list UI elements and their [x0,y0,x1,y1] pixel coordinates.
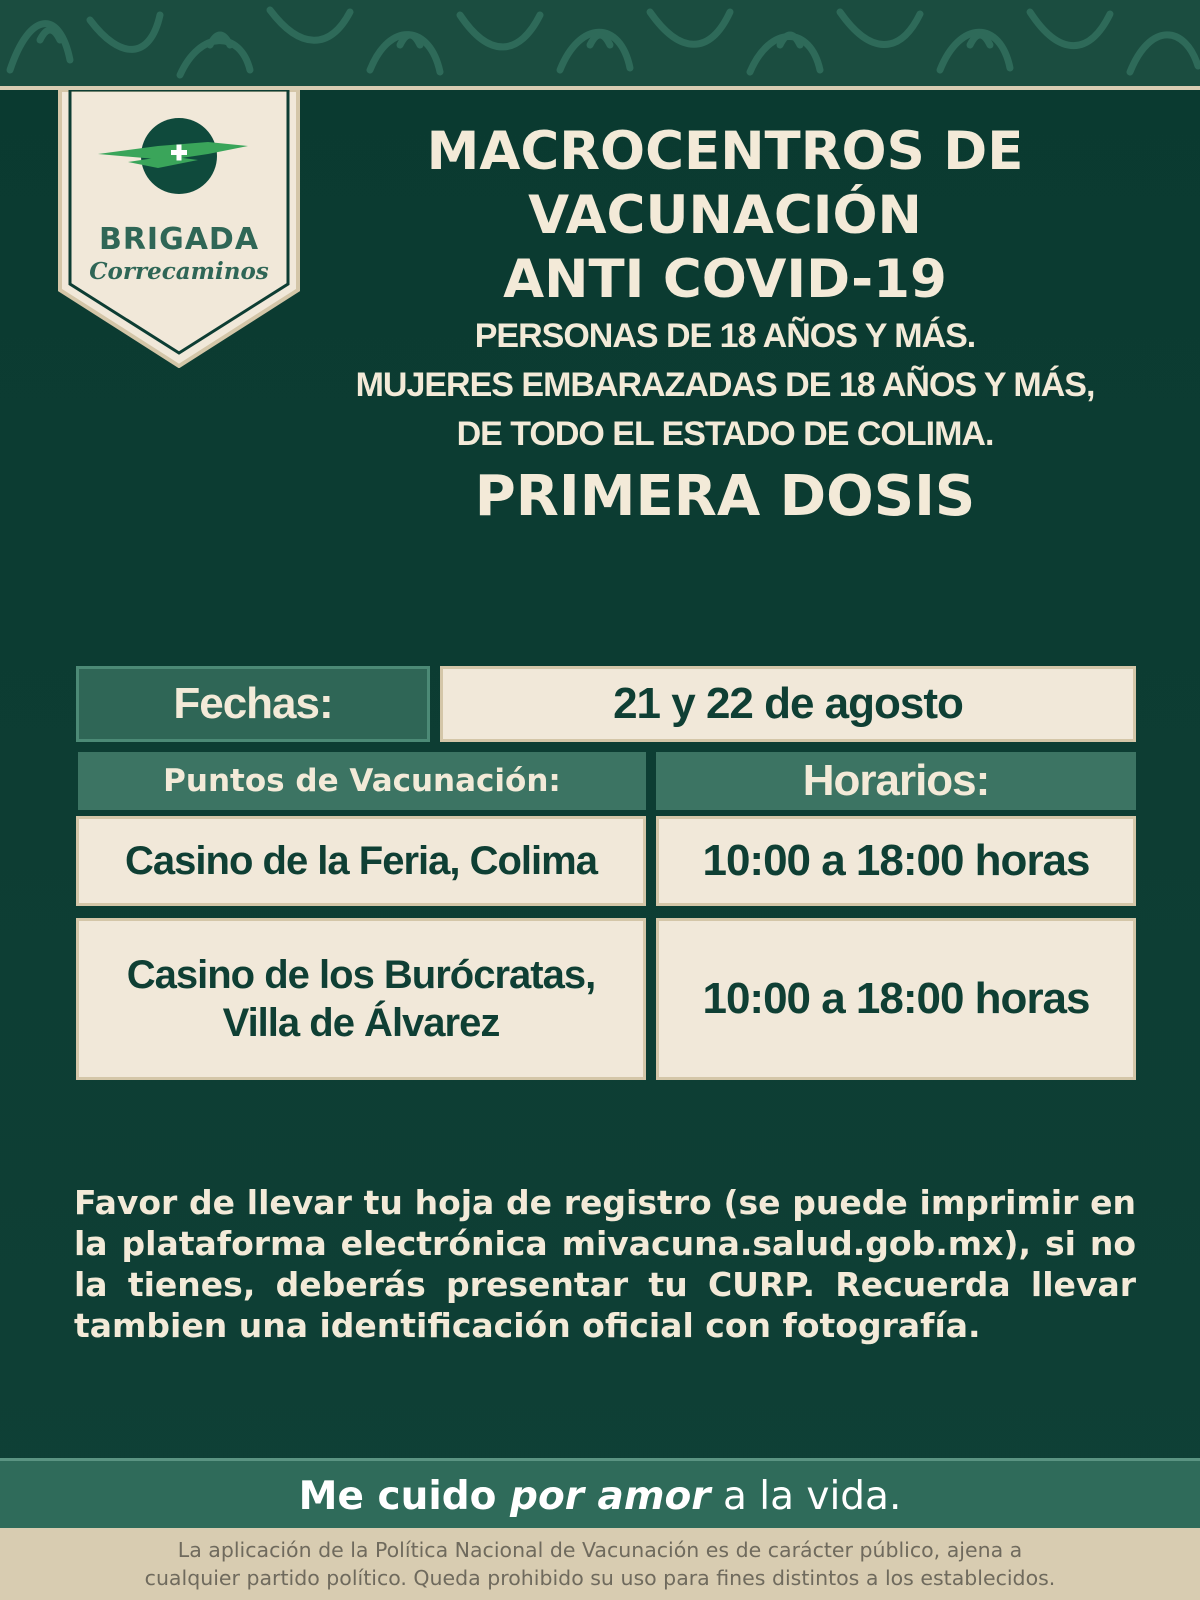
title-line-3: ANTI COVID-19 [503,249,947,310]
disclaimer-line-1: La aplicación de la Política Nacional de Vacunación es de carácter público, ajena a [177,1538,1023,1562]
subtitle-line-1: PERSONAS DE 18 AÑOS Y MÁS. [474,317,976,355]
brigada-badge [58,90,300,368]
dose-title: PRIMERA DOSIS [474,464,976,529]
dates-label: Fechas: [76,666,430,742]
subtitle-line-3: DE TODO EL ESTADO DE COLIMA. [456,415,994,453]
place-2-line-2: Villa de Álvarez [222,1001,500,1045]
hours-cell-1: 10:00 a 18:00 horas [656,816,1136,906]
header-block [310,120,1140,533]
place-cell-2 [76,918,646,1080]
dates-value: 21 y 22 de agosto [440,666,1136,742]
subtitle-line-2: MUJERES EMBARAZADAS DE 18 AÑOS Y MÁS, [355,366,1095,404]
slogan-part-1: Me cuido [298,1473,511,1519]
hours-header: Horarios: [656,752,1136,810]
slogan-part-3: a la vida. [710,1473,902,1519]
title-line-2: VACUNACIÓN [528,185,922,246]
hours-cell-2: 10:00 a 18:00 horas [656,918,1136,1080]
legal-disclaimer [0,1528,1200,1600]
title-line-1: MACROCENTROS DE [426,121,1024,182]
registration-notice: Favor de llevar tu hoja de registro (se puede imprimir en la plataforma electrónica mivacuna.salud.gob.mx), si no la tienes, deberás presentar tu CURP. Recuerda llevar tambien una identificación oficial con fotografía. [74,1183,1136,1345]
place-cell-1 [76,816,646,906]
badge-brand-line2: Correcaminos [89,258,269,285]
badge-brand-line1: BRIGADA [98,222,260,257]
slogan-band [0,1458,1200,1531]
points-header: Puntos de Vacunación: [78,752,646,810]
disclaimer-line-2: cualquier partido político. Queda prohibido su uso para fines distintos a los establecidos. [144,1566,1056,1590]
top-decorative-pattern [0,0,1200,86]
slogan-part-2: por amor [510,1473,711,1519]
place-2-line-1: Casino de los Burócratas, [126,953,596,997]
place-1-line-1: Casino de la Feria, Colima [125,838,597,883]
pattern-swirls [0,0,1200,86]
